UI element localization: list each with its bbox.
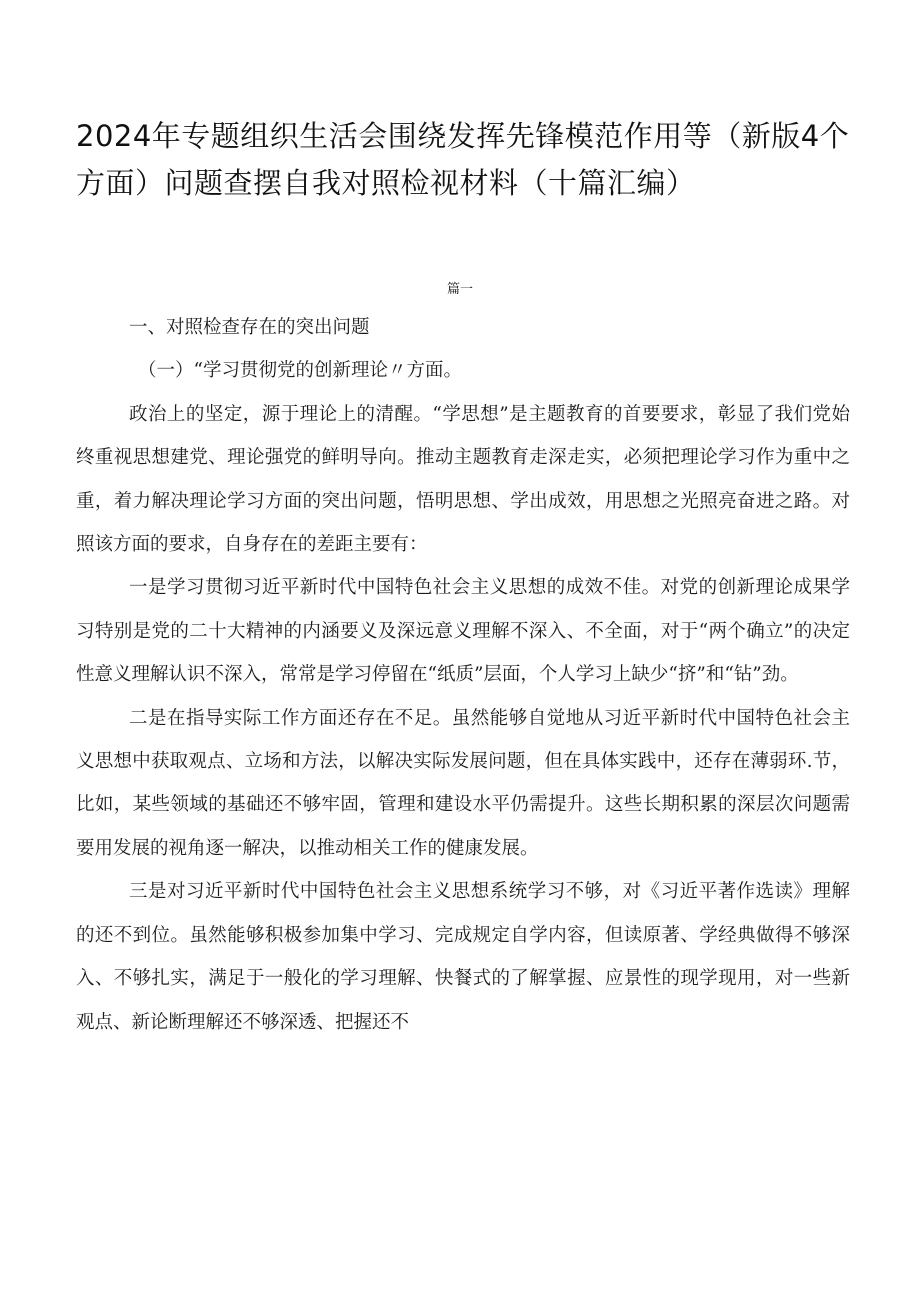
document-body bbox=[76, 306, 850, 1044]
paragraph-point-2: 二是在指导实际工作方面还存在不足。虽然能够自觉地从习近平新时代中国特色社会主义思想中获取观点、立场和方法，以解决实际发展问题，但在具体实践中，还存在薄弱环.节，比如，某些领域的基础还不够牢固，管理和建设水平仍需提升。这些长期积累的深层次问题需要用发展的视角逐一解决，以推动相关工作的健康发展。 bbox=[76, 707, 850, 859]
paragraph-point-1: 一是学习贯彻习近平新时代中国特色社会主义思想的成效不佳。对党的创新理论成果学习特别是党的二十大精神的内涵要义及深远意义理解不深入、不全面，对于“两个确立”的决定性意义理解认识不深入，常常是学习停留在“纸质”层面，个人学习上缺少“挤”和“钻”劲。 bbox=[76, 577, 850, 686]
document-title: 2024年专题组织生活会围绕发挥先锋模范作用等（新版4个方面）问题查摆自我对照检视材料（十篇汇编） bbox=[76, 119, 850, 200]
paragraph-intro: 政治上的坚定，源于理论上的清醒。“学思想”是主题教育的首要要求，彰显了我们党始终重视思想建党、理论强党的鲜明导向。推动主题教育走深走实，必须把理论学习作为重中之重，着力解决理论学习方面的突出问题，悟明思想、学出成效，用思想之光照亮奋进之路。对照该方面的要求，自身存在的差距主要有： bbox=[76, 403, 850, 556]
heading-level-1: 一、对照检查存在的突出问题 bbox=[129, 317, 370, 338]
heading-level-2: （一）“学习贯彻党的创新理论〃方面。 bbox=[138, 360, 462, 382]
paragraph-point-3: 三是对习近平新时代中国特色社会主义思想系统学习不够，对《习近平著作选读》理解的还不到位。虽然能够积极参加集中学习、完成规定自学内容，但读原著、学经典做得不够深入、不够扎实，满足于一般化的学习理解、快餐式的了解掌握、应景性的现学现用，对一些新观点、新论断理解还不够深透、把握还不 bbox=[76, 881, 850, 1033]
section-label: 篇一 bbox=[446, 282, 473, 297]
